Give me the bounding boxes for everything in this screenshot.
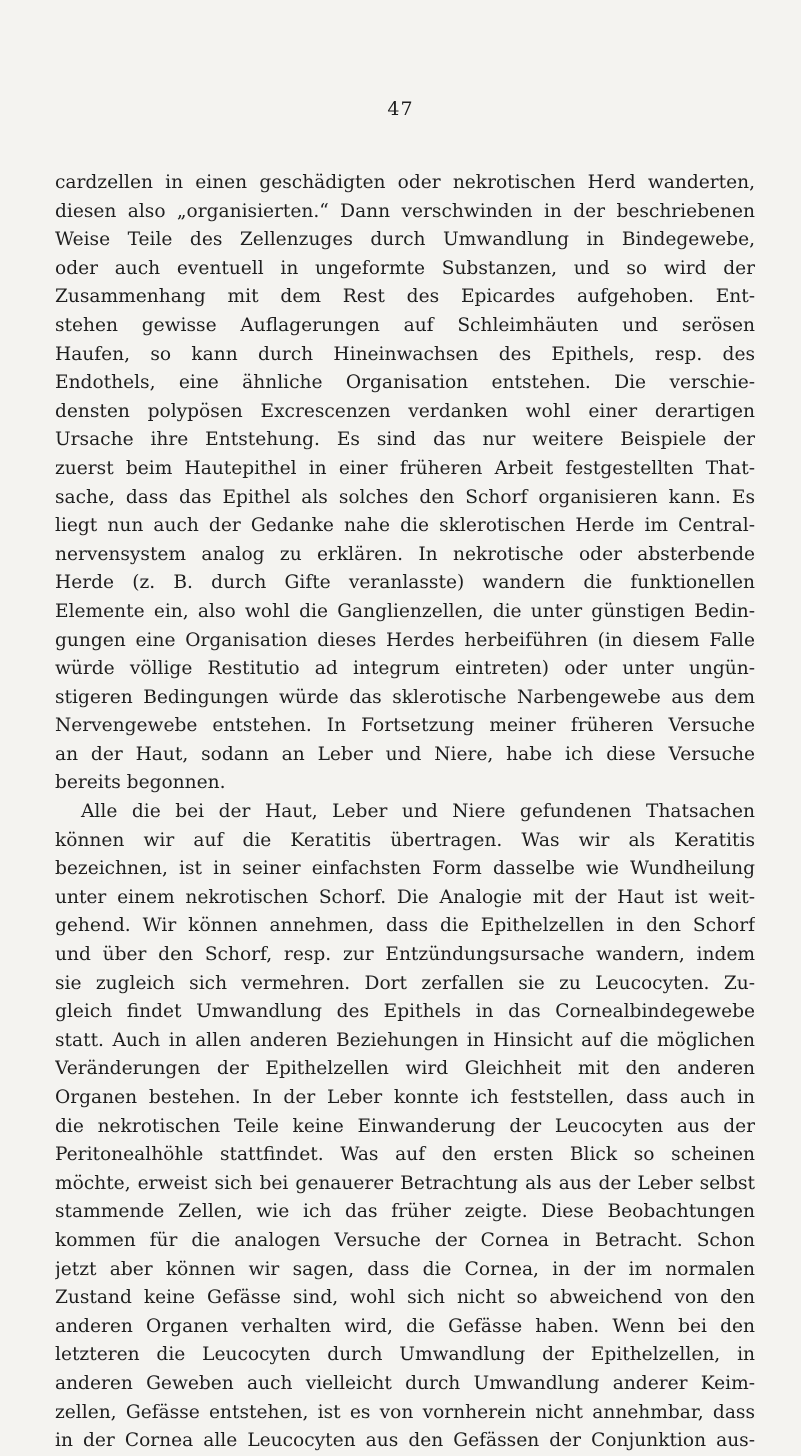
text-line: Herde (z. B. durch Gifte veranlasste) wandern die funktionellen — [55, 572, 755, 594]
text-line: Nervengewebe entstehen. In Fortsetzung meiner früheren Versuche — [55, 715, 755, 737]
text-line: letzteren die Leucocyten durch Umwandlung der Epithelzellen, in — [55, 1344, 755, 1366]
text-line: Endothels, eine ähnliche Organisation entstehen. Die verschie- — [55, 372, 755, 394]
text-line: unter einem nekrotischen Schorf. Die Analogie mit der Haut ist weit- — [55, 886, 755, 908]
text-line: sie zugleich sich vermehren. Dort zerfallen sie zu Leucocyten. Zu- — [55, 972, 755, 994]
text-line: anderen Organen verhalten wird, die Gefässe haben. Wenn bei den — [55, 1315, 755, 1337]
text-line: zuerst beim Hautepithel in einer früheren Arbeit festgestellten That- — [55, 457, 755, 479]
text-line: gungen eine Organisation dieses Herdes herbeiführen (in diesem Falle — [55, 629, 755, 651]
text-line: können wir auf die Keratitis übertragen. Was wir als Keratitis — [55, 829, 755, 851]
text-line: möchte, erweist sich bei genauerer Betrachtung als aus der Leber selbst — [55, 1172, 755, 1194]
text-line: an der Haut, sodann an Leber und Niere, habe ich diese Versuche — [55, 743, 755, 765]
text-line: Haufen, so kann durch Hineinwachsen des Epithels, resp. des — [55, 343, 755, 365]
page-number: 47 — [387, 98, 414, 120]
text-line: diesen also „organisierten.“ Dann verschwinden in der beschriebenen — [55, 200, 755, 222]
text-line: und über den Schorf, resp. zur Entzündungsursache wandern, indem — [55, 944, 755, 966]
paragraph-1 — [55, 169, 755, 798]
text-line: gleich findet Umwandlung des Epithels in das Cornealbindegewebe — [55, 1001, 755, 1023]
text-line: Organen bestehen. In der Leber konnte ich feststellen, dass auch in — [55, 1087, 755, 1108]
text-line: oder auch eventuell in ungeformte Substanzen, und so wird der — [55, 257, 755, 279]
text-line: statt. Auch in allen anderen Beziehungen in Hinsicht auf die möglichen — [55, 1029, 755, 1051]
text-line: Zustand keine Gefässe sind, wohl sich nicht so abweichend von den — [55, 1287, 755, 1309]
text-line: sache, dass das Epithel als solches den Schorf organisieren kann. Es — [55, 486, 755, 508]
text-line: liegt nun auch der Gedanke nahe die sklerotischen Herde im Central- — [55, 515, 755, 537]
text-line: jetzt aber können wir sagen, dass die Cornea, in der im normalen — [55, 1258, 755, 1280]
text-line: Veränderungen der Epithelzellen wird Gleichheit mit den anderen — [55, 1058, 755, 1080]
text-line: Zusammenhang mit dem Rest des Epicardes aufgehoben. Ent- — [55, 286, 755, 308]
body-text — [55, 169, 755, 1456]
text-line: stammende Zellen, wie ich das früher zeigte. Diese Beobachtungen — [55, 1201, 755, 1223]
text-line: Elemente ein, also wohl die Ganglienzellen, die unter günstigen Bedin- — [55, 600, 755, 622]
text-line: stigeren Bedingungen würde das sklerotische Narbengewebe aus dem — [55, 686, 755, 708]
text-line: bezeichnen, ist in seiner einfachsten Form dasselbe wie Wundheilung — [55, 858, 755, 880]
text-line: in der Cornea alle Leucocyten aus den Gefässen der Conjunktion aus- — [55, 1430, 755, 1452]
text-line: Ursache ihre Entstehung. Es sind das nur weitere Beispiele der — [55, 429, 755, 451]
text-line: gehend. Wir können annehmen, dass die Epithelzellen in den Schorf — [55, 915, 755, 937]
text-line: Alle die bei der Haut, Leber und Niere gefundenen Thatsachen — [81, 801, 755, 823]
text-line: stehen gewisse Auflagerungen auf Schleimhäuten und serösen — [55, 314, 755, 336]
text-line: Peritonealhöhle stattfindet. Was auf den ersten Blick so scheinen — [55, 1144, 755, 1166]
text-line: würde völlige Restitutio ad integrum eintreten) oder unter ungün- — [55, 658, 755, 680]
text-line: kommen für die analogen Versuche der Cornea in Betracht. Schon — [55, 1229, 755, 1251]
text-line: anderen Geweben auch vielleicht durch Umwandlung anderer Keim- — [55, 1372, 755, 1394]
text-line: Weise Teile des Zellenzuges durch Umwandlung in Bindegewebe, — [55, 229, 755, 251]
text-line: zellen, Gefässe entstehen, ist es von vornherein nicht annehmbar, dass — [55, 1401, 755, 1423]
text-line: densten polypösen Excrescenzen verdanken wohl einer derartigen — [55, 400, 755, 422]
text-line: cardzellen in einen geschädigten oder nekrotischen Herd wanderten, — [55, 172, 755, 193]
text-line: bereits begonnen. — [55, 772, 226, 794]
text-line: die nekrotischen Teile keine Einwanderung der Leucocyten aus der — [55, 1115, 755, 1137]
paragraph-2 — [55, 798, 755, 1456]
text-line: nervensystem analog zu erklären. In nekrotische oder absterbende — [55, 543, 755, 565]
